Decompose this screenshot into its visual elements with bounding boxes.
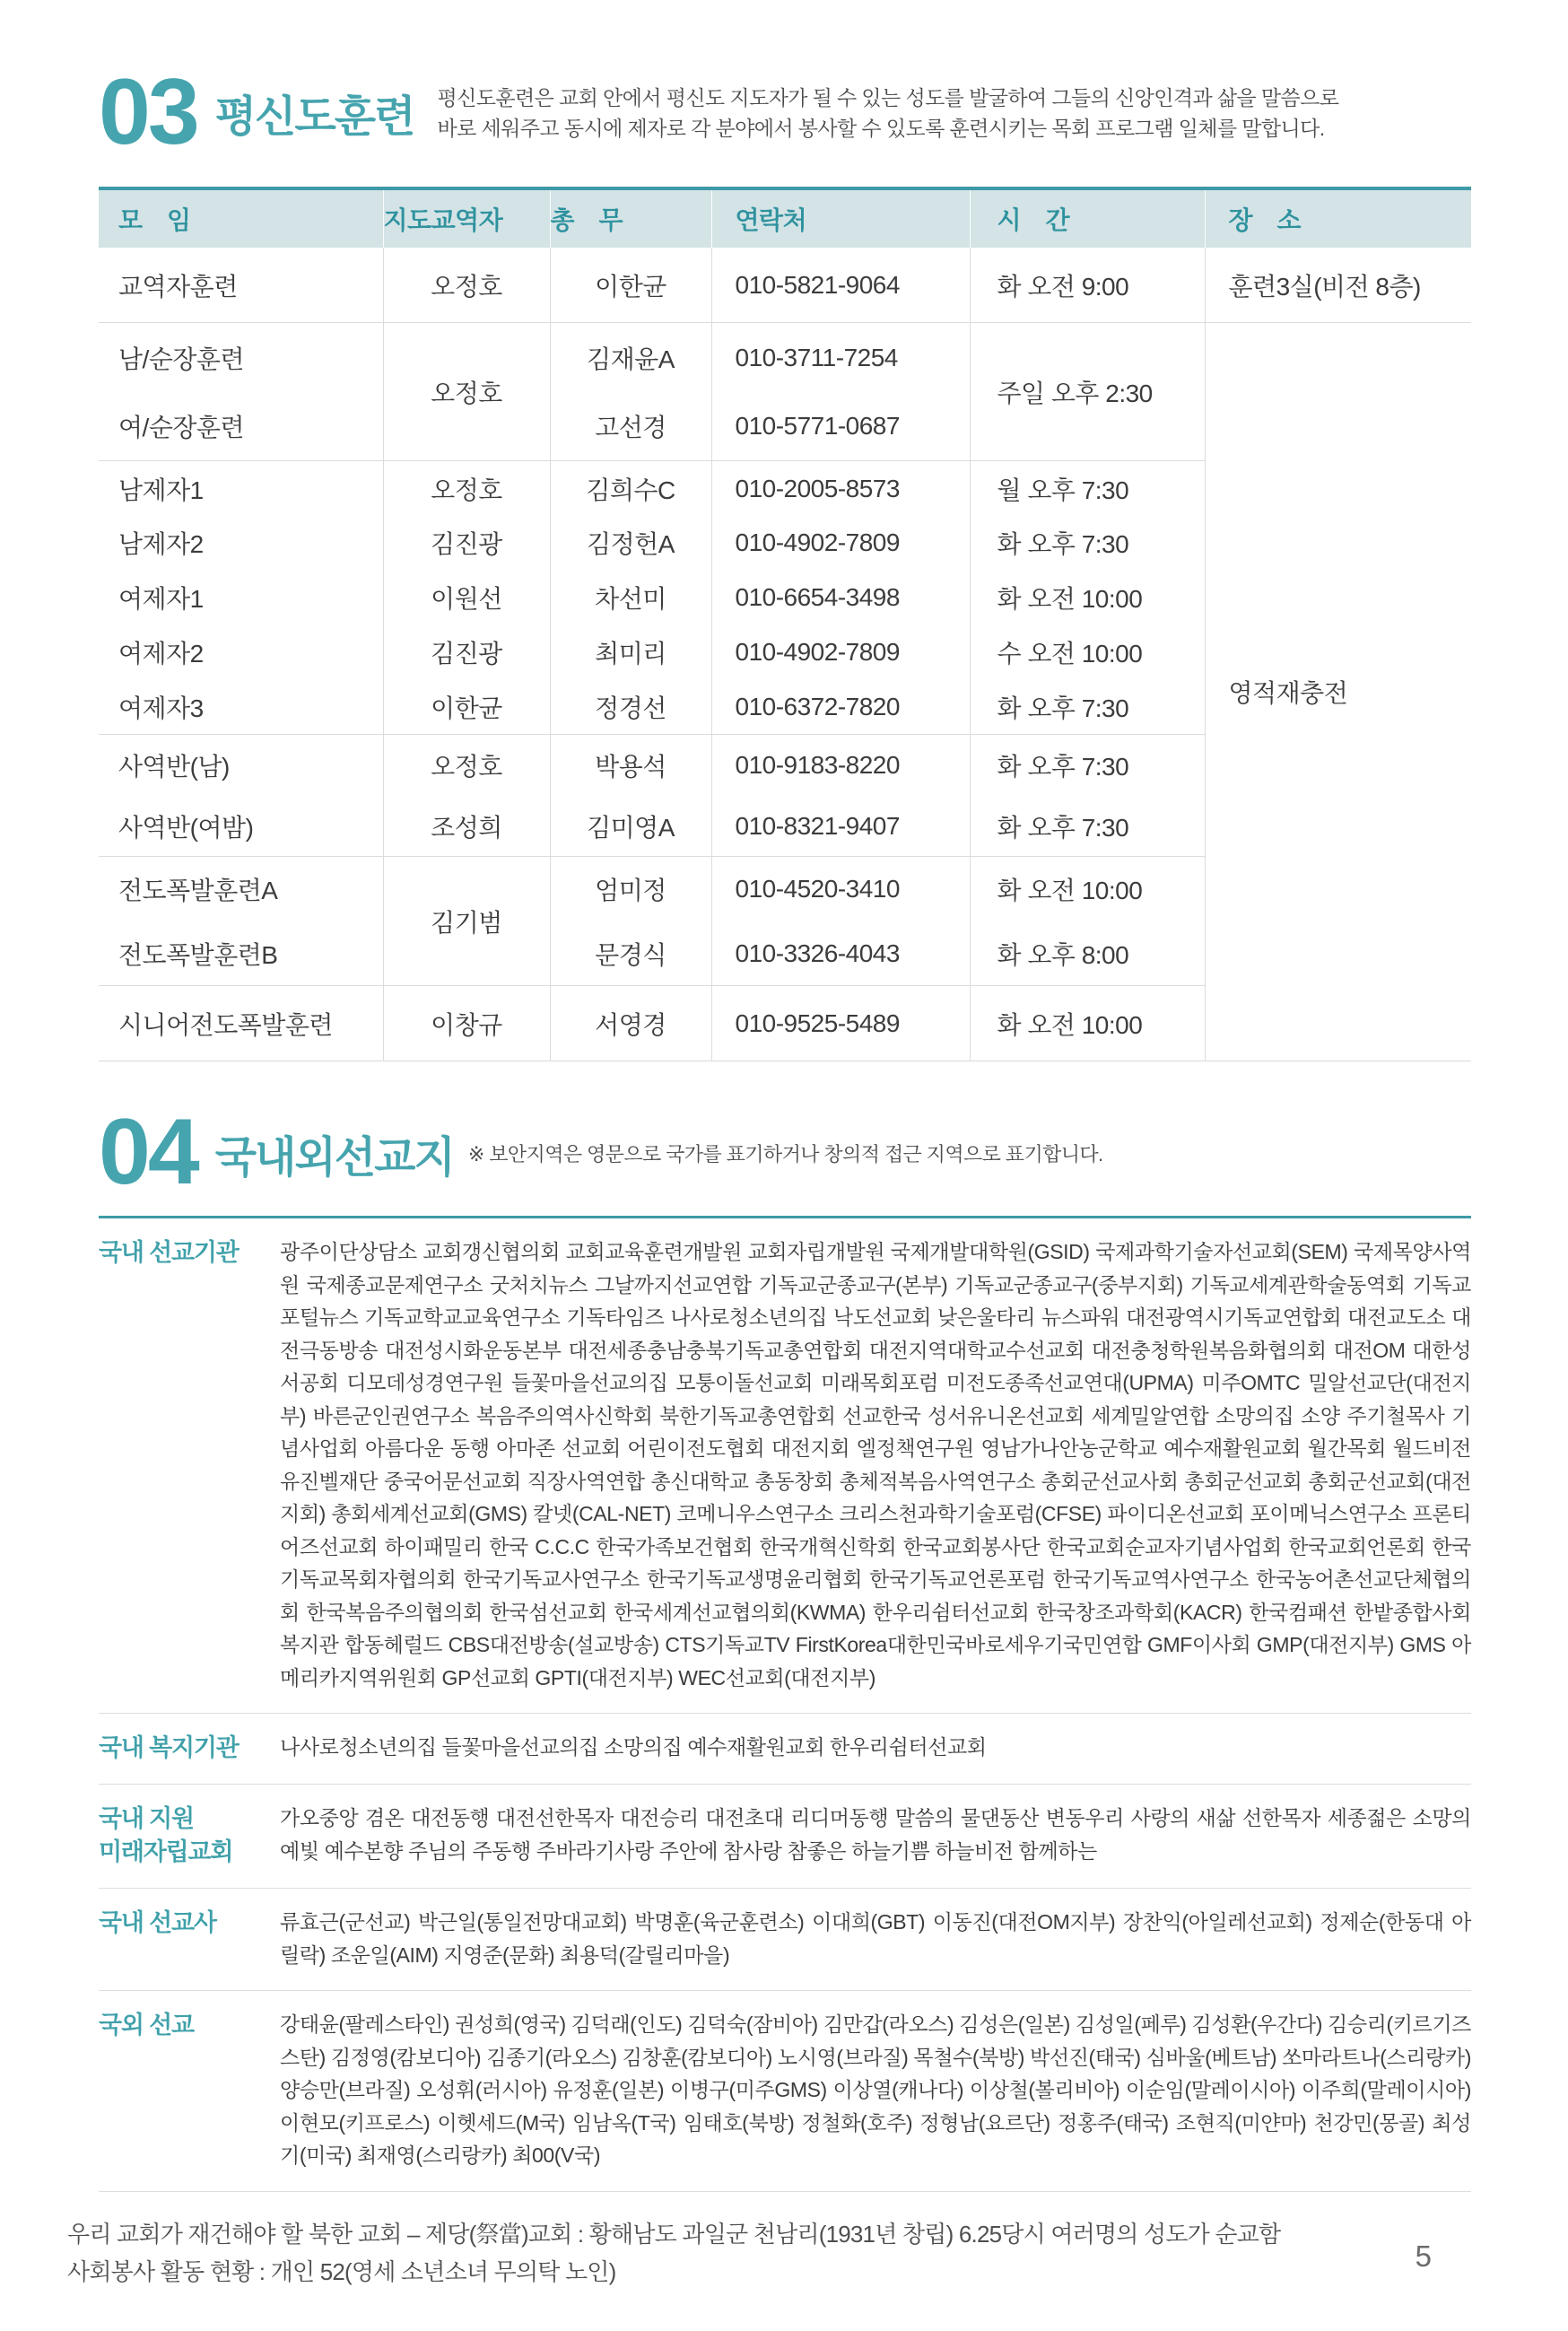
training-table — [99, 187, 1471, 1062]
section-03-description-line2: 바로 세워주고 동시에 제자로 각 분야에서 봉사할 수 있도록 훈련시키는 목회 프로그램 일체를 말합니다. — [437, 116, 1325, 140]
table-row — [99, 323, 1471, 392]
cell-meeting: 여/순장훈련 — [118, 414, 245, 442]
col-header-staff: 총 무 — [550, 188, 711, 248]
cell-time: 화 오후 7:30 — [970, 796, 1205, 857]
mission-row-overseas-missionaries — [99, 1991, 1471, 2192]
cell-leader: 김진광 — [383, 516, 550, 571]
cell-time: 화 오전 10:00 — [970, 986, 1205, 1061]
mission-row-label — [99, 1802, 280, 1869]
section-04-header — [99, 1100, 1471, 1205]
section-04-number: 04 — [99, 1100, 197, 1205]
cell-phone: 010-4520-3410 — [711, 857, 970, 921]
cell-meeting: 전도폭발훈련A — [99, 857, 383, 921]
cell-time: 수 오전 10:00 — [970, 625, 1205, 680]
cell-phone: 010-9525-5489 — [711, 986, 970, 1061]
section-03-description-line1: 평신도훈련은 교회 안에서 평신도 지도자가 될 수 있는 성도를 발굴하여 그들의 신앙인격과 삶을 말씀으로 — [437, 85, 1339, 109]
mission-row-text: 광주이단상담소 교회갱신협의회 교회교육훈련개발원 교회자립개발원 국제개발대학원(GSID) 국제과학기술자선교회(SEM) 국제목양사역원 국제종교문제연구소 굿처치뉴스 그날까지선교연합 기독교군종교구(본부) 기독교군종교구(중부지회) 기독교세계관학술동역회 기독교포털뉴스 기독교학교교육연구소 기독타임즈 나사로청소년의집 낙도선교회 낮은울타리 뉴스파워 대전광역시기독교연합회 대전교도소 대전극동방송 대전성시화운동본부 대전세종충남충북기독교총연합회 대전지역대학교수선교회 대전충청학원복음화협의회 대전OM 대한성서공회 디모데성경연구원 들꽃마을선교의집 모퉁이돌선교회 미래목회포럼 미전도종족선교연대(UPMA) 미주OMTC 밀알선교단(대전지부) 바른군인권연구소 복음주의역사신학회 북한기독교총연합회 선교한국 성서유니온선교회 세계밀알연합 소망의집 소양 주기철목사 기념사업회 아름다운 동행 아마존 선교회 어린이전도협회 대전지회 엘정책연구원 영남가나안농군학교 예수재활원교회 월간목회 월드비전 유진벨재단 중국어문선교회 직장사역연합 총신대학교 총동창회 총체적복음사역연구소 총회군선교사회 총회군선교회 총회군선교회(대전지회) 총회세계선교회(GMS) 칼넷(CAL-NET) 코메니우스연구소 크리스천과학기술포럼(CFSE) 파이디온선교회 포이메닉스연구소 프론티어즈선교회 하이패밀리 한국 C.C.C 한국가족보건협회 한국개혁신학회 한국교회봉사단 한국교회순교자기념사업회 한국교회언론회 한국기독교목회자협의회 한국기독교사연구소 한국기독교생명윤리협회 한국기독교언론포럼 한국기독교역사연구소 한국농어촌선교단체협의회 한국복음주의협의회 한국섬선교회 한국세계선교협의회(KWMA) 한우리쉼터선교회 한국창조과학회(KACR) 한국컴패션 한밭종합사회복지관 합동헤럴드 CBS대전방송(설교방송) CTS기독교TV FirstKorea대한민국바로세우기국민연합 GMF이사회 GMP(대전지부) GMS 아메리카지역위원회 GP선교회 GPTI(대전지부) WEC선교회(대전지부) — [280, 1240, 1471, 1689]
mission-row-text: 가오중앙 겸온 대전동행 대전선한목자 대전승리 대전초대 리디머동행 말씀의 물댄동산 변동우리 사랑의 새삶 선한목자 세종젊은 소망의 예빛 예수본향 주님의 주동행 주바라기사랑 주안에 참사랑 참좋은 하늘기쁨 하늘비전 함께하는 — [280, 1806, 1471, 1863]
mission-row-label-line2: 미래자립교회 — [99, 1838, 233, 1866]
cell-time: 화 오전 10:00 — [970, 571, 1205, 625]
cell-leader: 오정호 — [383, 323, 550, 461]
mission-row-domestic-missionaries — [99, 1889, 1471, 1991]
cell-leader: 오정호 — [383, 735, 550, 796]
mission-row-domestic-welfare — [99, 1714, 1471, 1785]
mission-row-label-line1: 국내 지원 — [99, 1805, 194, 1833]
cell-meeting: 남제자1 — [99, 461, 383, 516]
cell-staff: 김재윤A — [550, 323, 711, 392]
footer-note — [67, 2215, 1471, 2291]
cell-phone: 010-3326-4043 — [711, 921, 970, 986]
cell-meeting: 사역반(여밤) — [118, 813, 254, 842]
training-table-header — [99, 188, 1471, 248]
mission-row-text: 나사로청소년의집 들꽃마을선교의집 소망의집 예수재활원교회 한우리쉼터선교회 — [280, 1735, 987, 1759]
col-header-meeting: 모 임 — [118, 205, 191, 234]
cell-leader: 김기범 — [383, 857, 550, 986]
footer-note-line2: 사회봉사 활동 현황 : 개인 52(영세 소년소녀 무의탁 노인) — [67, 2257, 616, 2285]
cell-phone: 010-4902-7809 — [711, 516, 970, 571]
mission-row-text: 류효근(군선교) 박근일(통일전망대교회) 박명훈(육군훈련소) 이대희(GBT) 이동진(대전OM지부) 장찬익(아일레선교회) 정제순(한동대 아릴락) 조운일(AIM) 지영준(문화) 최용덕(갈릴리마을) — [280, 1910, 1471, 1967]
cell-leader: 오정호 — [383, 461, 550, 516]
cell-staff: 정경선 — [550, 680, 711, 735]
mission-row-supported-churches — [99, 1785, 1471, 1889]
cell-time: 화 오전 10:00 — [970, 857, 1205, 921]
cell-phone: 010-2005-8573 — [711, 461, 970, 516]
cell-leader: 이원선 — [383, 571, 550, 625]
cell-phone: 010-5771-0687 — [711, 392, 970, 461]
col-header-time: 시 간 — [970, 188, 1205, 248]
cell-place-merged: 영적재충전 — [1205, 323, 1471, 1061]
cell-phone: 010-4902-7809 — [711, 625, 970, 680]
cell-place: 훈련3실(비전 8층) — [1205, 248, 1471, 323]
cell-leader: 조성희 — [383, 796, 550, 857]
cell-staff: 차선미 — [550, 571, 711, 625]
mission-row-domestic-agencies — [99, 1218, 1471, 1714]
cell-meeting: 교역자훈련 — [99, 248, 383, 323]
table-row — [99, 248, 1471, 323]
cell-phone: 010-6654-3498 — [711, 571, 970, 625]
mission-row-text: 강태윤(팔레스타인) 권성희(영국) 김덕래(인도) 김덕숙(잠비아) 김만갑(라오스) 김성은(일본) 김성일(페루) 김성환(우간다) 김승리(키르기즈스탄) 김정영(캄보디아) 김종기(라오스) 김창훈(캄보디아) 노시영(브라질) 목철수(북방) 박선진(태국) 심바울(베트남) 쏘마라트나(스리랑카) 양승만(브라질) 오성휘(러시아) 유정훈(일본) 이병구(미주GMS) 이상열(캐나다) 이상철(볼리비아) 이순임(말레이시아) 이주희(말레이시아) 이현모(키프로스) 이헷세드(M국) 임남옥(T국) 임태호(북방) 정철화(호주) 정형남(요르단) 정홍주(태국) 조현직(미얀마) 천강민(몽골) 최성기(미국) 최재영(스리랑카) 최00(V국) — [280, 2012, 1471, 2168]
cell-staff: 엄미정 — [550, 857, 711, 921]
mission-row-label: 국내 복지기관 — [99, 1734, 239, 1762]
mission-row-label: 국내 선교사 — [99, 1909, 216, 1937]
cell-meeting: 여제자2 — [118, 640, 204, 668]
cell-staff: 김정헌A — [550, 516, 711, 571]
cell-staff: 문경식 — [550, 921, 711, 986]
cell-time: 화 오후 7:30 — [970, 516, 1205, 571]
section-03-title: 평신도훈련 — [214, 93, 414, 142]
cell-meeting: 여제자3 — [118, 694, 204, 723]
mission-row-label: 국외 선교 — [99, 2012, 194, 2039]
cell-time: 화 오후 7:30 — [970, 680, 1205, 735]
section-03-header — [99, 0, 1471, 164]
page-number: 5 — [1415, 2239, 1432, 2273]
cell-staff: 고선경 — [550, 392, 711, 461]
cell-meeting: 사역반(남) — [99, 735, 383, 796]
cell-phone: 010-8321-9407 — [711, 796, 970, 857]
cell-time: 월 오후 7:30 — [970, 461, 1205, 516]
cell-phone: 010-5821-9064 — [711, 248, 970, 323]
section-03-number: 03 — [99, 60, 197, 164]
col-header-leader: 지도교역자 — [383, 188, 550, 248]
cell-staff: 김미영A — [550, 796, 711, 857]
cell-meeting: 남/순장훈련 — [118, 345, 245, 373]
cell-time: 주일 오후 2:30 — [970, 323, 1205, 461]
section-04-title: 국내외선교지 — [214, 1133, 454, 1182]
col-header-phone: 연락처 — [711, 188, 970, 248]
col-header-place: 장 소 — [1205, 188, 1471, 248]
cell-meeting: 시니어전도폭발훈련 — [99, 986, 383, 1061]
mission-row-label: 국내 선교기관 — [99, 1239, 239, 1267]
section-04-note: ※ 보안지역은 영문으로 국가를 표기하거나 창의적 접근 지역으로 표기합니다. — [467, 1142, 1103, 1166]
cell-phone: 010-6372-7820 — [711, 680, 970, 735]
cell-staff: 이한균 — [550, 248, 711, 323]
cell-time: 화 오후 8:00 — [970, 921, 1205, 986]
cell-meeting: 여제자1 — [118, 585, 204, 614]
section-03-description — [438, 83, 1339, 144]
cell-meeting: 남제자2 — [118, 530, 204, 559]
cell-phone: 010-9183-8220 — [711, 735, 970, 796]
cell-staff: 최미리 — [550, 625, 711, 680]
cell-staff: 박용석 — [550, 735, 711, 796]
cell-phone: 010-3711-7254 — [711, 323, 970, 392]
cell-meeting: 전도폭발훈련B — [118, 940, 278, 969]
cell-time: 화 오후 7:30 — [970, 735, 1205, 796]
header-row — [99, 188, 1471, 248]
cell-leader: 이한균 — [383, 680, 550, 735]
cell-time: 화 오전 9:00 — [970, 248, 1205, 323]
cell-staff: 김희수C — [550, 461, 711, 516]
cell-leader: 이창규 — [383, 986, 550, 1061]
cell-staff: 서영경 — [550, 986, 711, 1061]
footer-note-line1: 우리 교회가 재건해야 할 북한 교회 – 제당(祭當)교회 : 황해남도 과일군 천남리(1931년 창립) 6.25당시 여러명의 성도가 순교함 — [67, 2220, 1281, 2248]
cell-leader: 오정호 — [383, 248, 550, 323]
cell-leader: 김진광 — [383, 625, 550, 680]
